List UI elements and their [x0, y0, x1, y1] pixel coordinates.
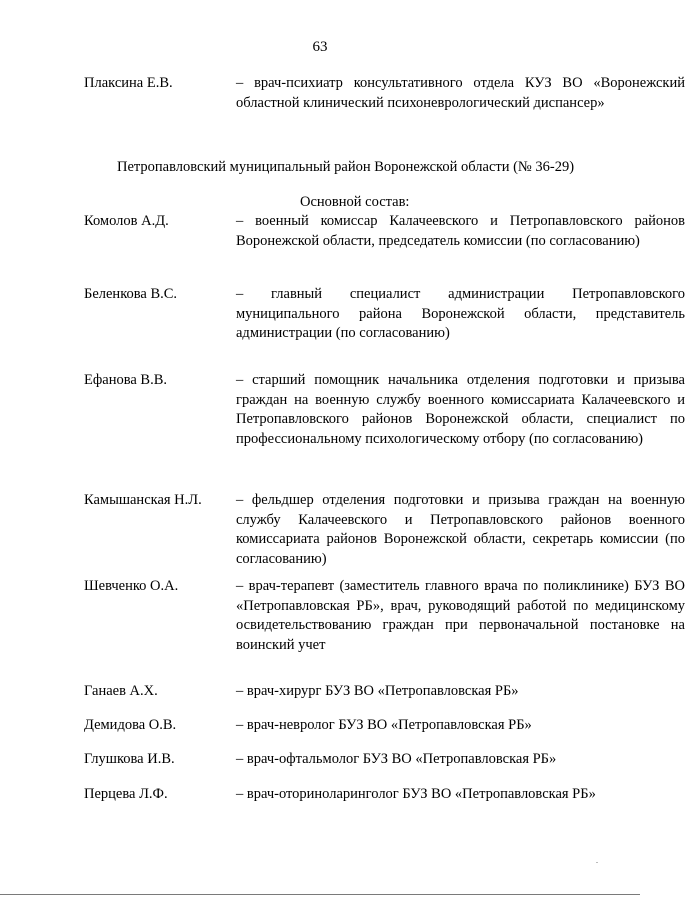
member-name: Глушкова И.В. — [84, 751, 175, 767]
member-name: Беленкова В.С. — [84, 286, 178, 302]
member-role: – старший помощник начальника отделения подготовки и призыва граждан на военную службу военного комиссариата Калачеевского и Петропавловского районов Воронежской области, специалист по профессиональному психологическому отбору (по согласованию) — [236, 372, 685, 447]
page-number: 63 — [312, 39, 328, 55]
member-role: – врач-терапевт (заместитель главного врача по поликлинике) БУЗ ВО «Петропавловская РБ», врач, руководящий работой по медицинскому освидетельствованию граждан при первоначальной постановке на воинский учет — [236, 578, 685, 653]
member-name: Камышанская Н.Л. — [84, 492, 202, 508]
section-title: Основной состав: — [300, 194, 410, 210]
member-role: – врач-психиатр консультативного отдела КУЗ ВО «Воронежский областной клинический психоневрологический диспансер» — [236, 75, 685, 111]
member-role: – врач-оториноларинголог БУЗ ВО «Петропавловская РБ» — [236, 786, 596, 802]
district-title: Петропавловский муниципальный район Воронежской области (№ 36-29) — [117, 159, 575, 175]
member-role: – военный комиссар Калачеевского и Петропавловского районов Воронежской области, председатель комиссии (по согласованию) — [236, 213, 685, 249]
member-role: – врач-невролог БУЗ ВО «Петропавловская РБ» — [236, 717, 532, 733]
page-bottom-edge — [0, 894, 640, 895]
member-name: Плаксина Е.В. — [84, 75, 173, 91]
member-name: Ефанова В.В. — [84, 372, 168, 388]
member-role: – врач-хирург БУЗ ВО «Петропавловская РБ» — [236, 683, 519, 699]
member-role: – врач-офтальмолог БУЗ ВО «Петропавловская РБ» — [236, 751, 557, 767]
member-name: Перцева Л.Ф. — [84, 786, 168, 802]
member-name: Ганаев А.Х. — [84, 683, 158, 699]
member-role: – фельдшер отделения подготовки и призыва граждан на военную службу Калачеевского и Петропавловского районов военного комиссариата районов Воронежской области, секретарь комиссии (по согласованию) — [236, 492, 685, 567]
member-role: – главный специалист администрации Петропавловского муниципального района Воронежской области, представитель администрации (по согласованию) — [236, 286, 685, 341]
member-name: Комолов А.Д. — [84, 213, 169, 229]
member-name: Демидова О.В. — [84, 717, 177, 733]
member-name: Шевченко О.А. — [84, 578, 179, 594]
scan-speck — [596, 862, 598, 863]
